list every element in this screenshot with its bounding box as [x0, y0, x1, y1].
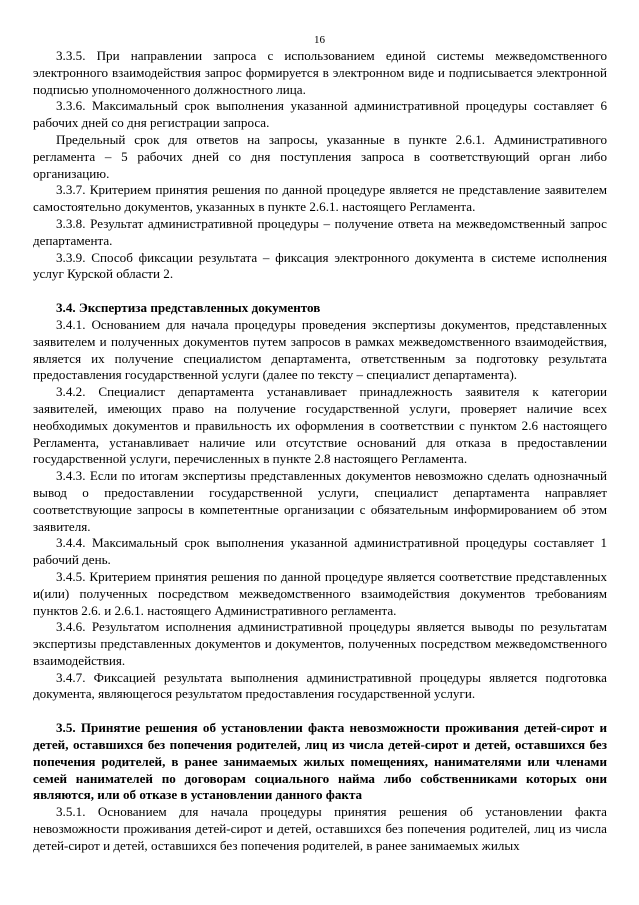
document-body [33, 48, 607, 855]
section-3-5-title: 3.5. Принятие решения об установлении факта невозможности проживания детей-сирот и детей, оставшихся без попечения родителей, лиц из числа детей-сирот и детей, оставшихся без попечения родителей, в ранее занимаемых жилых помещениях, нанимателями или членами семей нанимателей по договорам социального найма либо собственниками которых они являются, или об отказе в установлении данного факта [33, 720, 607, 803]
paragraph-3-3-6: 3.3.6. Максимальный срок выполнения указанной административной процедуры составляет 6 рабочих дней со дня регистрации запроса. [33, 98, 607, 131]
paragraph-3-4-2: 3.4.2. Специалист департамента устанавливает принадлежность заявителя к категории заявителей, имеющих право на получение государственной услуги, проверяет наличие всех необходимых документов и правильность их оформления в соответствии с пунктом 2.6 настоящего Регламента, устанавливает наличие или отсутствие оснований для отказа в предоставлении государственной услуги, перечисленных в пункте 2.8 настоящего Регламента. [33, 384, 607, 467]
paragraph-3-4-3: 3.4.3. Если по итогам экспертизы представленных документов невозможно сделать однозначный вывод о предоставлении государственной услуги, специалист департамента направляет соответствующие запросы в компетентные организации с обязательным информированием об этом заявителя. [33, 468, 607, 534]
paragraph-3-4-5: 3.4.5. Критерием принятия решения по данной процедуре является соответствие представленных и(или) полученных посредством межведомственного взаимодействия документов требованиям пунктов 2.6. и 2.6.1. настоящего Административного регламента. [33, 568, 607, 618]
section-spacer [33, 283, 607, 300]
paragraph-3-3-7: 3.3.7. Критерием принятия решения по данной процедуре является не представление заявителем самостоятельно документов, указанных в пункте 2.6.1. настоящего Регламента. [33, 182, 607, 215]
paragraph-3-3-5: 3.3.5. При направлении запроса с использованием единой системы межведомственного электронного взаимодействия запрос формируется в электронном виде и подписывается электронной подписью уполномоченного должностного лица. [33, 48, 607, 97]
section-3-4-title: 3.4. Экспертиза представленных документов [56, 300, 321, 316]
paragraph-deadline: Предельный срок для ответов на запросы, указанные в пункте 2.6.1. Административного регламента – 5 рабочих дней со дня поступления запроса в соответствующий орган либо организацию. [33, 131, 607, 181]
paragraph-3-3-8: 3.3.8. Результат административной процедуры – получение ответа на межведомственный запрос департамента. [33, 215, 607, 248]
paragraph-3-4-4: 3.4.4. Максимальный срок выполнения указанной административной процедуры составляет 1 рабочий день. [33, 535, 607, 568]
paragraph-3-4-1: 3.4.1. Основанием для начала процедуры проведения экспертизы документов, представленных заявителем и полученных документов путем запросов в рамках межведомственного взаимодействия, является их получение специалистом департамента, ответственным за подготовку результата предоставления государственной услуги (далее по тексту – специалист департамента). [33, 316, 607, 383]
paragraph-3-4-7: 3.4.7. Фиксацией результата выполнения административной процедуры является подготовка документа, являющегося результатом предоставления государственной услуги. [33, 669, 607, 702]
paragraph-3-3-9: 3.3.9. Способ фиксации результата – фиксация электронного документа в системе исполнения услуг Курской области 2. [33, 249, 607, 282]
section-spacer [33, 703, 607, 720]
page-number: 16 [314, 34, 325, 46]
paragraph-3-5-1: 3.5.1. Основанием для начала процедуры принятия решения об установлении факта невозможности проживания детей-сирот и детей, оставшихся без попечения родителей, лиц из числа детей-сирот и детей, оставшихся без попечения родителей, в ранее занимаемых жилых [33, 804, 607, 853]
paragraph-3-4-6: 3.4.6. Результатом исполнения административной процедуры является выводы по результатам экспертизы представленных документов и документов, полученных посредством межведомственного взаимодействия. [33, 619, 607, 668]
